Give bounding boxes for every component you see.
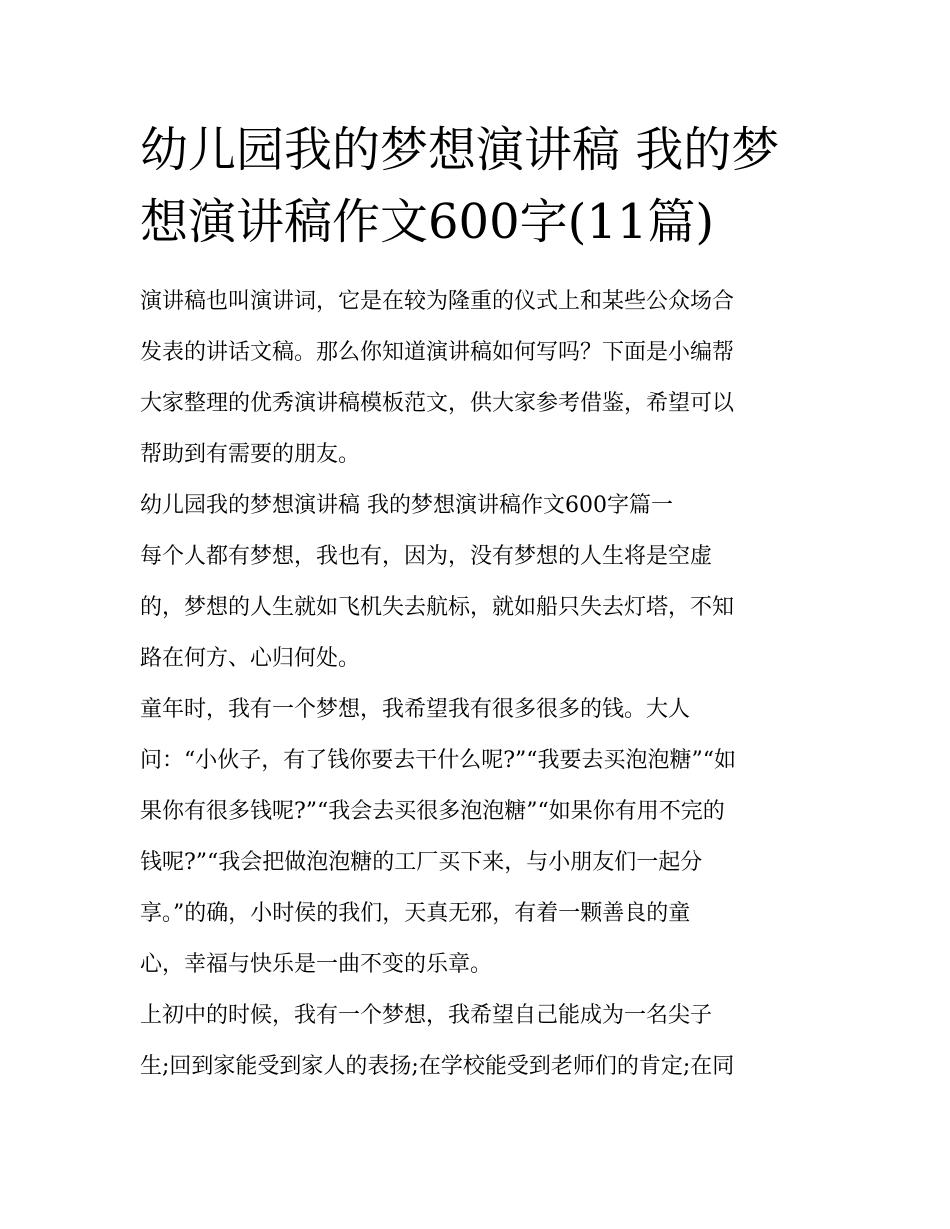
text-line: 问：“小伙子，有了钱你要去干什么呢?”“我要去买泡泡糖”“如: [140, 748, 737, 773]
text-line: 幼儿园我的梦想演讲稿 我的梦想演讲稿作文600字篇一: [140, 493, 673, 518]
document-body: [140, 276, 830, 1092]
text-line: 心，幸福与快乐是一曲不变的乐章。: [140, 952, 493, 977]
document-title: [140, 114, 820, 258]
title-line: 幼儿园我的梦想演讲稿 我的梦: [140, 122, 780, 178]
text-line: 大家整理的优秀演讲稿模板范文，供大家参考借鉴，希望可以: [140, 391, 735, 416]
section-heading: [140, 480, 830, 531]
text-line: 上初中的时候，我有一个梦想，我希望自己能成为一名尖子: [140, 1003, 713, 1028]
body-paragraph: [140, 531, 830, 684]
text-line: 路在何方、心归何处。: [140, 646, 361, 671]
text-line: 钱呢?”“我会把做泡泡糖的工厂买下来，与小朋友们一起分: [140, 850, 703, 875]
text-line: 享。”的确，小时侯的我们，天真无邪，有着一颗善良的童: [140, 901, 691, 926]
text-line: 生;回到家能受到家人的表扬;在学校能受到老师们的肯定;在同: [140, 1054, 735, 1079]
text-line: 童年时，我有一个梦想，我希望我有很多很多的钱。大人: [140, 697, 691, 722]
text-line: 果你有很多钱呢?”“我会去买很多泡泡糖”“如果你有用不完的: [140, 799, 725, 824]
title-line: 想演讲稿作文600字(11篇): [140, 194, 715, 250]
intro-paragraph: [140, 276, 830, 480]
text-line: 演讲稿也叫演讲词，它是在较为隆重的仪式上和某些公众场合: [140, 289, 735, 314]
text-line: 帮助到有需要的朋友。: [140, 442, 361, 467]
text-line: 每个人都有梦想，我也有，因为，没有梦想的人生将是空虚: [140, 544, 713, 569]
text-line: 的，梦想的人生就如飞机失去航标，就如船只失去灯塔，不知: [140, 595, 735, 620]
body-paragraph: [140, 990, 830, 1092]
body-paragraph: [140, 684, 830, 990]
text-line: 发表的讲话文稿。那么你知道演讲稿如何写吗？下面是小编帮: [140, 340, 735, 365]
